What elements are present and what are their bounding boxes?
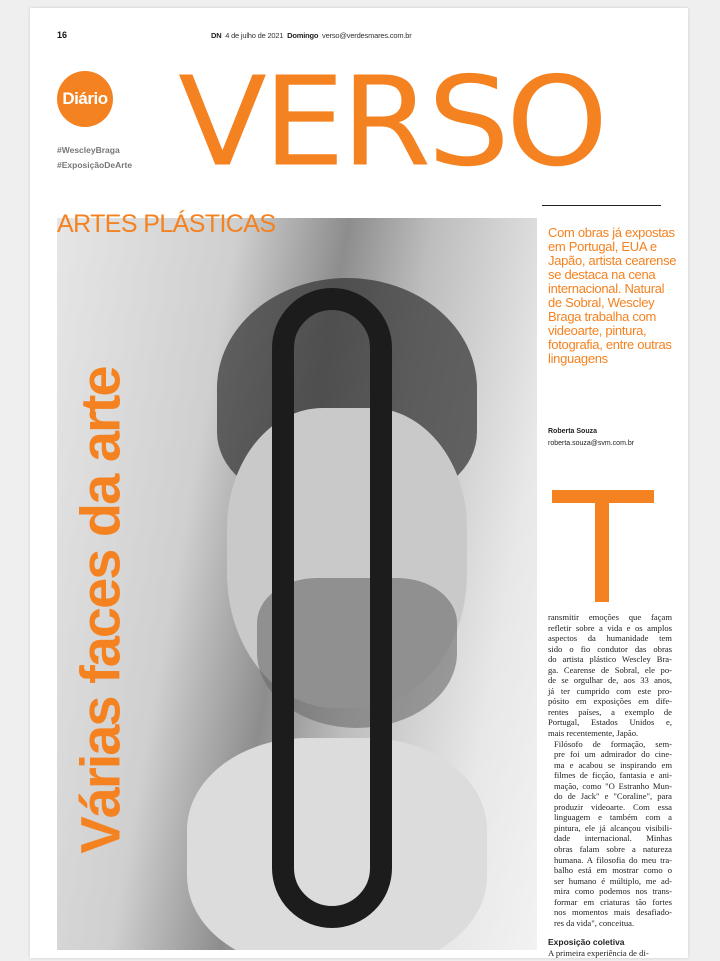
text-line: já ter cumprido com este pro- bbox=[548, 685, 672, 696]
text-line: ransmitir emoções que façam bbox=[548, 612, 672, 622]
text-line: mação, como "O Estranho Mun- bbox=[554, 780, 672, 791]
text-line: pintura, ele já alcançou visibili- bbox=[554, 822, 672, 833]
lead-text: Com obras já expostas em Portugal, EUA e Japão, artista cearense se destaca na cena internacional. Natural de Sobral, Wescley Braga trabalha com videoarte, pintura, fotografia, entre outras linguagens bbox=[548, 225, 677, 366]
text-line: ser humano é múltiplo, me ad- bbox=[554, 875, 672, 886]
text-line: A primeira experiência de di- bbox=[548, 947, 649, 958]
text-line: ga. Cearense de Sobral, ele po- bbox=[548, 664, 672, 675]
section-email: verso@verdesmares.com.br bbox=[322, 31, 412, 40]
hashtag: #WescleyBraga bbox=[57, 145, 120, 155]
text-line: pre foi um admirador do cine- bbox=[554, 749, 672, 760]
hashtag: #ExposiçãoDeArte bbox=[57, 160, 133, 170]
text-line: humana. A filosofia do meu tra- bbox=[554, 854, 672, 865]
text-line: mais recentemente, Japão. bbox=[548, 728, 639, 739]
text-line: ma e acabou se inspirando em bbox=[554, 759, 672, 770]
text-line: mira como podemos nos trans- bbox=[554, 886, 672, 897]
paragraph bbox=[548, 948, 672, 959]
author-email: roberta.souza@svm.com.br bbox=[548, 440, 635, 447]
headline: Várias faces da arte bbox=[68, 367, 132, 854]
paragraph bbox=[548, 739, 672, 929]
newspaper-page bbox=[30, 8, 688, 958]
text-line: aspectos da humanidade tem bbox=[548, 633, 672, 644]
drop-cap-stem bbox=[595, 490, 609, 602]
text-line: balho está em mostrar como o bbox=[554, 865, 672, 876]
masthead: VERSO bbox=[178, 49, 605, 194]
text-line: do artista plástico Wescley Bra- bbox=[548, 654, 672, 665]
dateline bbox=[211, 31, 412, 40]
section-label: ARTES PLÁSTICAS bbox=[57, 210, 276, 238]
author-name: Roberta Souza bbox=[548, 428, 598, 435]
paragraph bbox=[548, 612, 672, 739]
text-line: dade internacional. Minhas bbox=[554, 833, 672, 844]
text-line: Filósofo de formação, sem- bbox=[554, 738, 672, 749]
article-body bbox=[548, 612, 672, 959]
hashtags bbox=[57, 143, 132, 173]
weekday: Domingo bbox=[287, 31, 319, 40]
divider bbox=[542, 205, 661, 206]
page-number: 16 bbox=[57, 30, 68, 40]
text-line: Portugal, Estados Unidos e, bbox=[548, 717, 672, 728]
text-line: nos momentos mais desafiado- bbox=[554, 907, 672, 918]
text-line: filmes de ficção, fantasia e ani- bbox=[554, 770, 672, 781]
text-line: rentes países, a exemplo de bbox=[548, 706, 672, 717]
text-line: linguagem e também com a bbox=[554, 812, 672, 823]
text-line: obras falam sobre a natureza bbox=[554, 844, 672, 855]
byline bbox=[548, 426, 634, 450]
photo-sculpture bbox=[272, 288, 392, 928]
text-line: do de Jack" e "Coraline", para bbox=[554, 791, 672, 802]
subheading: Exposição coletiva bbox=[548, 937, 625, 948]
text-line: de se orgulhar de, aos 33 anos, bbox=[548, 675, 672, 686]
text-line: sido o fio condutor das obras bbox=[548, 643, 672, 654]
text-line: res da vida", conceitua. bbox=[554, 917, 635, 928]
drop-cap bbox=[552, 490, 654, 602]
text-line: pósito em exposições em dife- bbox=[548, 696, 672, 707]
text-line: formar em criaturas tão fortes bbox=[554, 896, 672, 907]
diario-logo: Diário bbox=[57, 71, 113, 127]
text-line: refletir sobre a vida e os amplos bbox=[548, 622, 672, 633]
paper-abbrev: DN bbox=[211, 31, 222, 40]
text-line: produzir videoarte. Com essa bbox=[554, 801, 672, 812]
date: 4 de julho de 2021 bbox=[225, 31, 284, 40]
